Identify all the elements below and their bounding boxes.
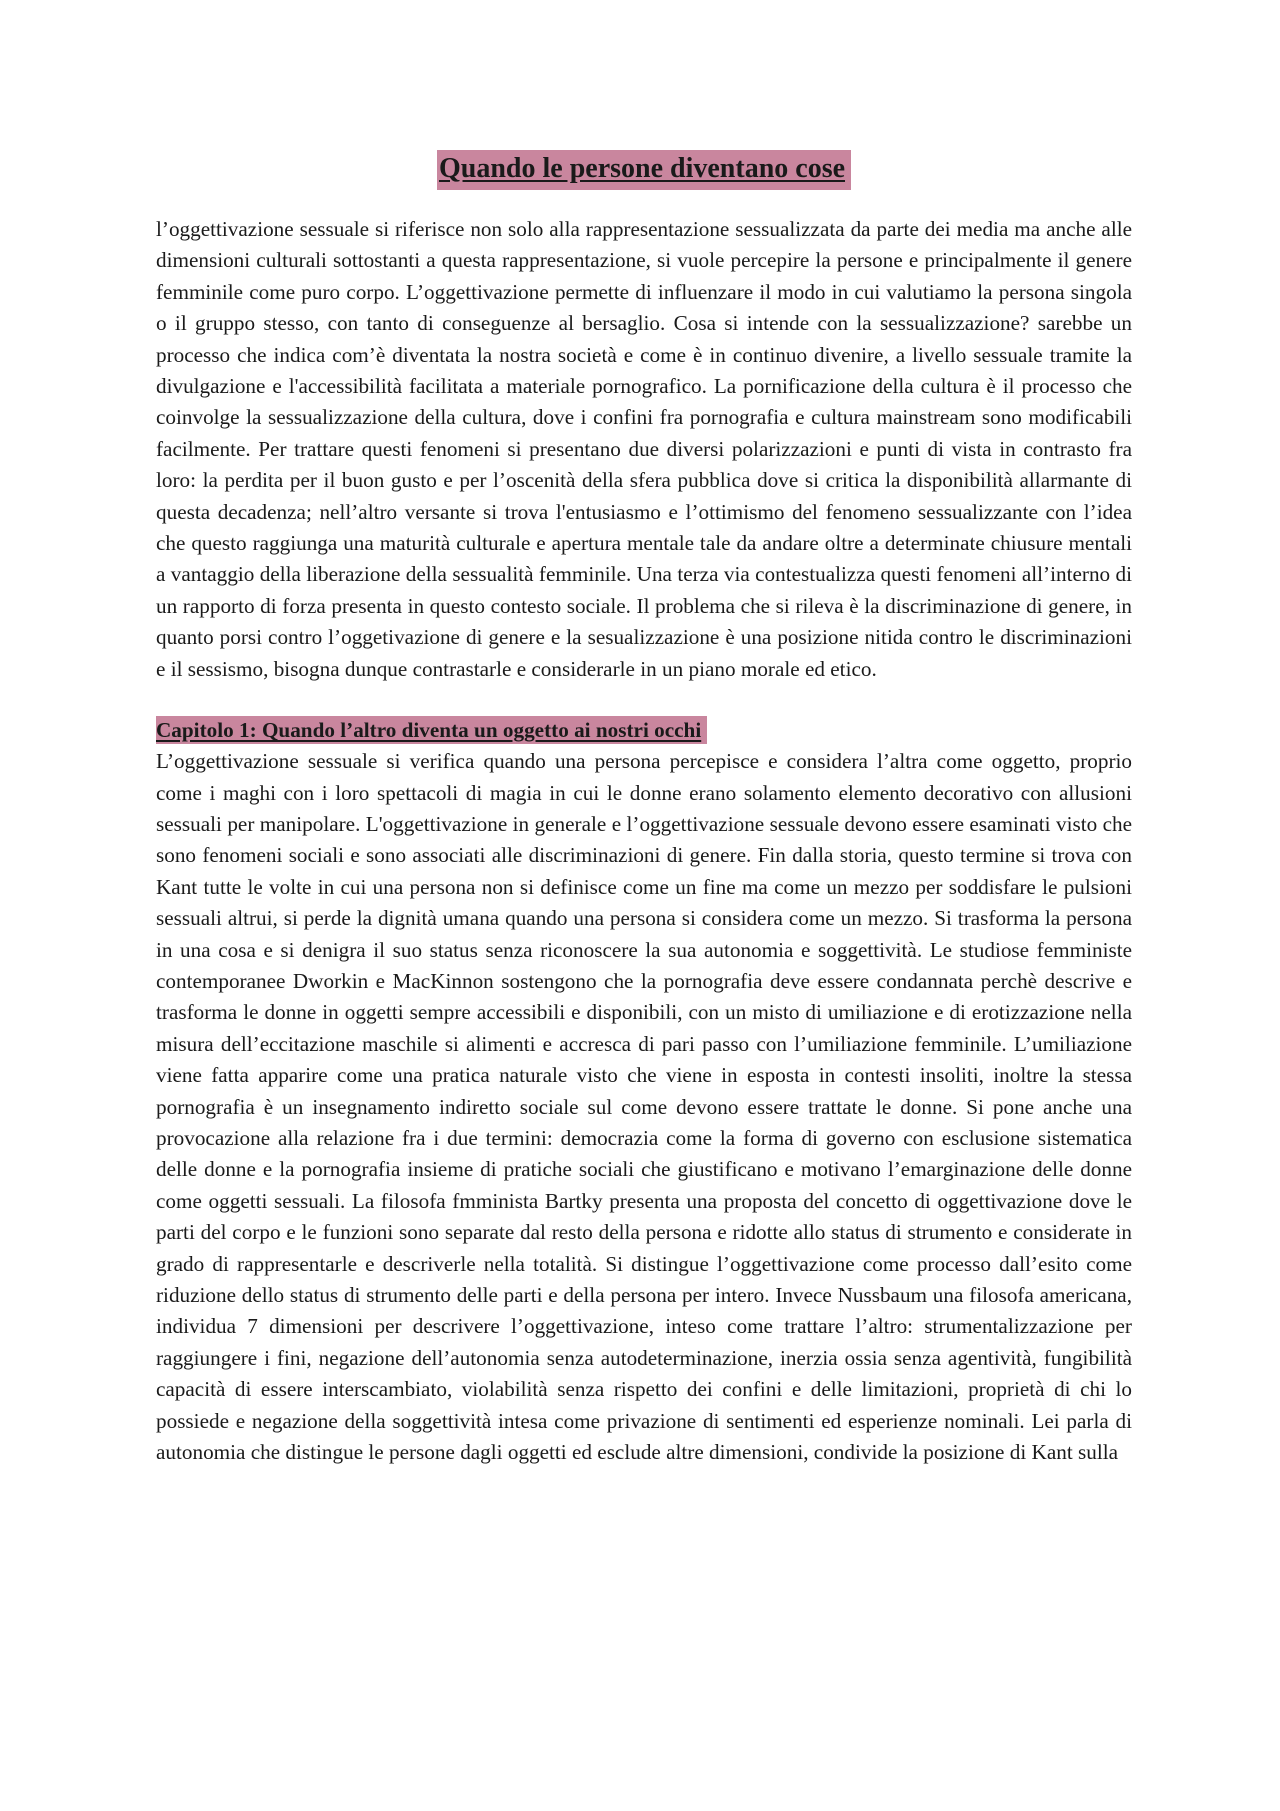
page-title: Quando le persone diventano cose [437, 150, 851, 190]
chapter-paragraph: L’oggettivazione sessuale si verifica quando una persona percepisce e considera l’altra come oggetto, proprio come i maghi con i loro spettacoli di magia in cui le donne erano solamento elemento decorativo con allusioni sessuali per manipolare. L'oggettivazione in generale e l’oggettivazione sessuale devono essere esaminati visto che sono fenomeni sociali e sono associati alle discriminazioni di genere. Fin dalla storia, questo termine si trova con Kant tutte le volte in cui una persona non si definisce come un fine ma come un mezzo per soddisfare le pulsioni sessuali altrui, si perde la dignità umana quando una persona si considera come un mezzo. Si trasforma la persona in una cosa e si denigra il suo status senza riconoscere la sua autonomia e soggettività. Le studiose femministe contemporanee Dworkin e MacKinnon sostengono che la pornografia deve essere condannata perchè descrive e trasforma le donne in oggetti sempre accessibili e disponibili, con un misto di umiliazione e di erotizzazione nella misura dell’eccitazione maschile si alimenti e accresca di pari passo con l’umiliazione femminile. L’umiliazione viene fatta apparire come una pratica naturale visto che viene in esposta in contesti insoliti, inoltre la stessa pornografia è un insegnamento indiretto sociale sul come devono essere trattate le donne. Si pone anche una provocazione alla relazione fra i due termini: democrazia come la forma di governo con esclusione sistematica delle donne e la pornografia insieme di pratiche sociali che giustificano e motivano l’emarginazione delle donne come oggetti sessuali. La filosofa fmminista Bartky presenta una proposta del concetto di oggettivazione dove le parti del corpo e le funzioni sono separate dal resto della persona e ridotte allo status di strumento e considerate in grado di rappresentarle e descriverle nella totalità. Si distingue l’oggettivazione come processo dall’esito come riduzione dello status di strumento delle parti e della persona per intero. Invece Nussbaum una filosofa americana, individua 7 dimensioni per descrivere l’oggettivazione, inteso come trattare l’altro: strumentalizzazione per raggiungere i fini, negazione dell’autonomia senza autodeterminazione, inerzia ossia senza agentività, fungibilità capacità di essere interscambiato, violabilità senza rispetto dei confini e delle limitazioni, proprietà di chi lo possiede e negazione della soggettività intesa come privazione di sentimenti ed esperienze nominali. Lei parla di autonomia che distingue le persone dagli oggetti ed esclude altre dimensioni, condivide la posizione di Kant sulla [156, 749, 1132, 1465]
chapter-heading: Capitolo 1: Quando l’altro diventa un oggetto ai nostri occhi [156, 716, 707, 744]
title-block [156, 150, 1132, 190]
intro-paragraph: l’oggettivazione sessuale si riferisce non solo alla rappresentazione sessualizzata da parte dei media ma anche alle dimensioni culturali sottostanti a questa rappresentazione, si vuole percepire la persone e principalmente il genere femminile come puro corpo. L’oggettivazione permette di influenzare il modo in cui valutiamo la persona singola o il gruppo stesso, con tanto di conseguenze al bersaglio. Cosa si intende con la sessualizzazione? sarebbe un processo che indica com’è diventata la nostra società e come è in continuo divenire, a livello sessuale tramite la divulgazione e l'accessibilità facilitata a materiale pornografico. La pornificazione della cultura è il processo che coinvolge la sessualizzazione della cultura, dove i confini fra pornografia e cultura mainstream sono modificabili facilmente. Per trattare questi fenomeni si presentano due diversi polarizzazioni e punti di vista in contrasto fra loro: la perdita per il buon gusto e per l’oscenità della sfera pubblica dove si critica la disponibilità allarmante di questa decadenza; nell’altro versante si trova l'entusiasmo e l’ottimismo del fenomeno sessualizzante con l’idea che questo raggiunga una maturità culturale e apertura mentale tale da andare oltre a determinate chiusure mentali a vantaggio della liberazione della sessualità femminile. Una terza via contestualizza questi fenomeni all’interno di un rapporto di forza presenta in questo contesto sociale. Il problema che si rileva è la discriminazione di genere, in quanto porsi contro l’oggetivazione di genere e la sesualizzazione è una posizione nitida contro le discriminazioni e il sessismo, bisogna dunque contrastarle e considerarle in un piano morale ed etico. [156, 217, 1132, 681]
chapter-heading-block [156, 716, 1132, 746]
document-page [156, 150, 1132, 1468]
paragraph-spacer [156, 685, 1132, 716]
